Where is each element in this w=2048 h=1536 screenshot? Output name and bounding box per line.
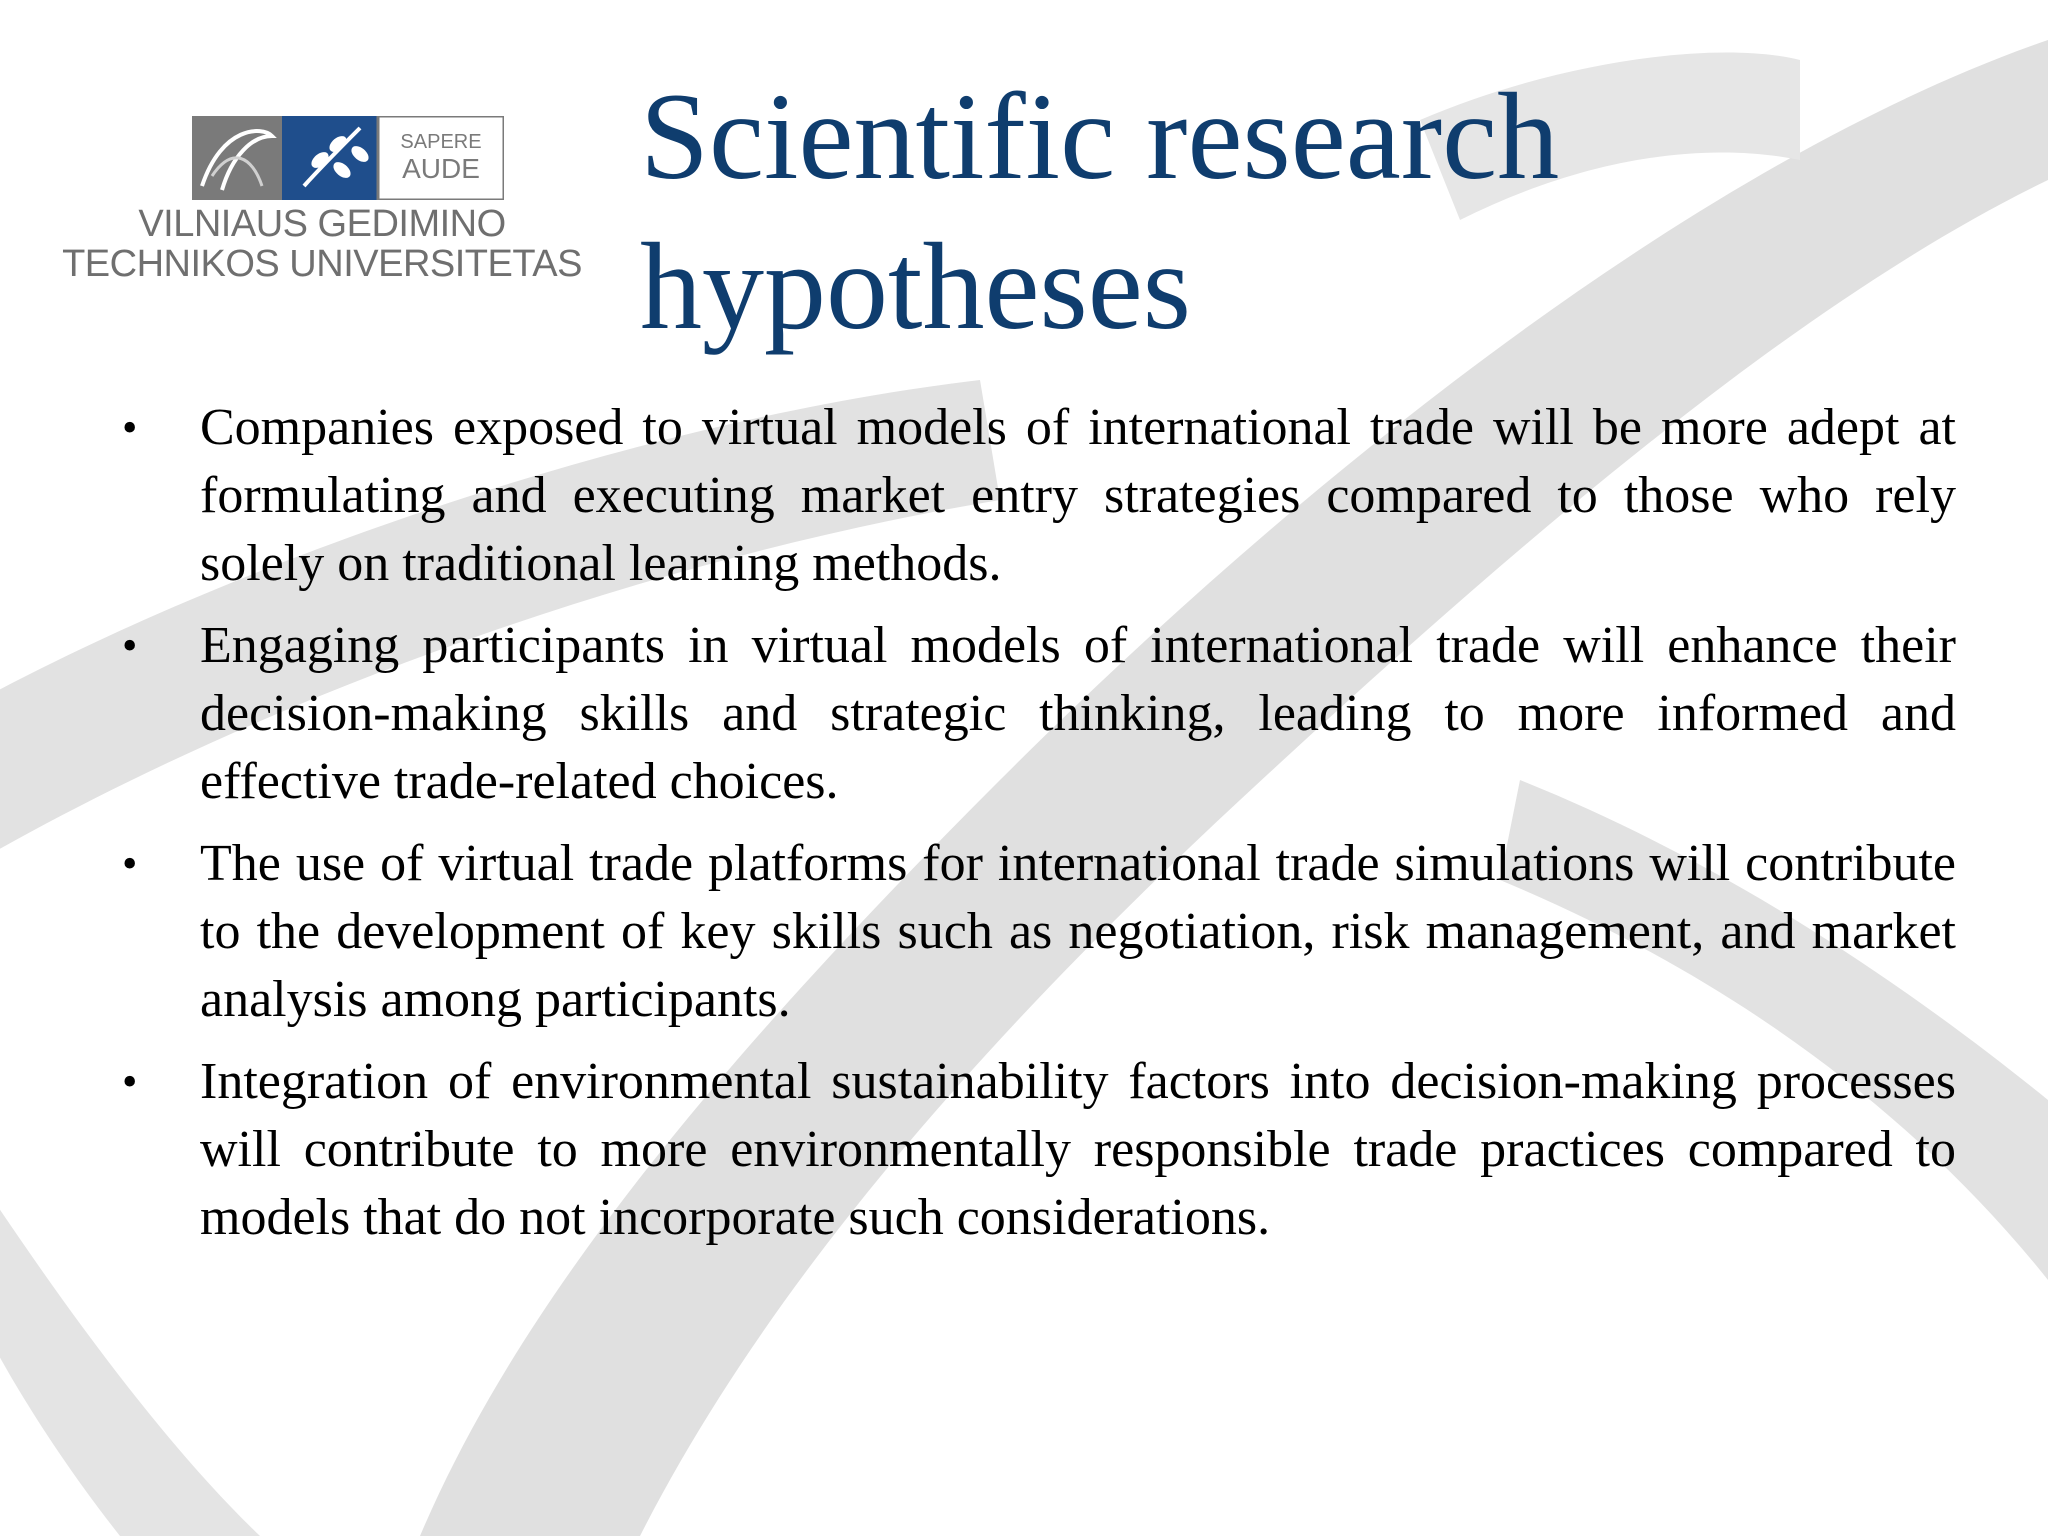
university-emblem-icon [192, 116, 504, 200]
hypothesis-text: Engaging participants in virtual models of international trade will enhance their decision-making skills and strategic thinking, leading to more informed and effective trade-related choices. [200, 617, 1956, 810]
hypothesis-text: Companies exposed to virtual models of international trade will be more adept at formulating and executing market entry strategies compared to those who rely solely on traditional learning methods. [200, 399, 1956, 592]
bullet-icon: • [122, 839, 138, 888]
hypothesis-text: Integration of environmental sustainability factors into decision-making processes will contribute to more environmentally responsible trade practices compared to models that do not incorporate such considerations. [200, 1053, 1956, 1246]
hypothesis-text: The use of virtual trade platforms for international trade simulations will contribute to the development of key skills such as negotiation, risk management, and market analysis among participants. [200, 835, 1956, 1028]
emblem-motto-line-1: SAPERE [400, 131, 482, 153]
emblem-motto-line-2: AUDE [402, 153, 480, 184]
university-name-line-1: VILNIAUS GEDIMINO [138, 203, 506, 245]
university-logo [62, 116, 582, 286]
bullet-icon: • [122, 621, 138, 670]
bullet-icon: • [122, 403, 138, 452]
hypothesis-item [122, 1048, 1956, 1252]
hypotheses-list [122, 394, 1956, 1266]
hypothesis-item [122, 612, 1956, 816]
hypothesis-item [122, 394, 1956, 598]
hypothesis-item [122, 830, 1956, 1034]
bullet-icon: • [122, 1057, 138, 1106]
university-name-line-2: TECHNIKOS UNIVERSITETAS [62, 243, 582, 285]
slide-title: Scientific research hypotheses [640, 68, 1560, 355]
